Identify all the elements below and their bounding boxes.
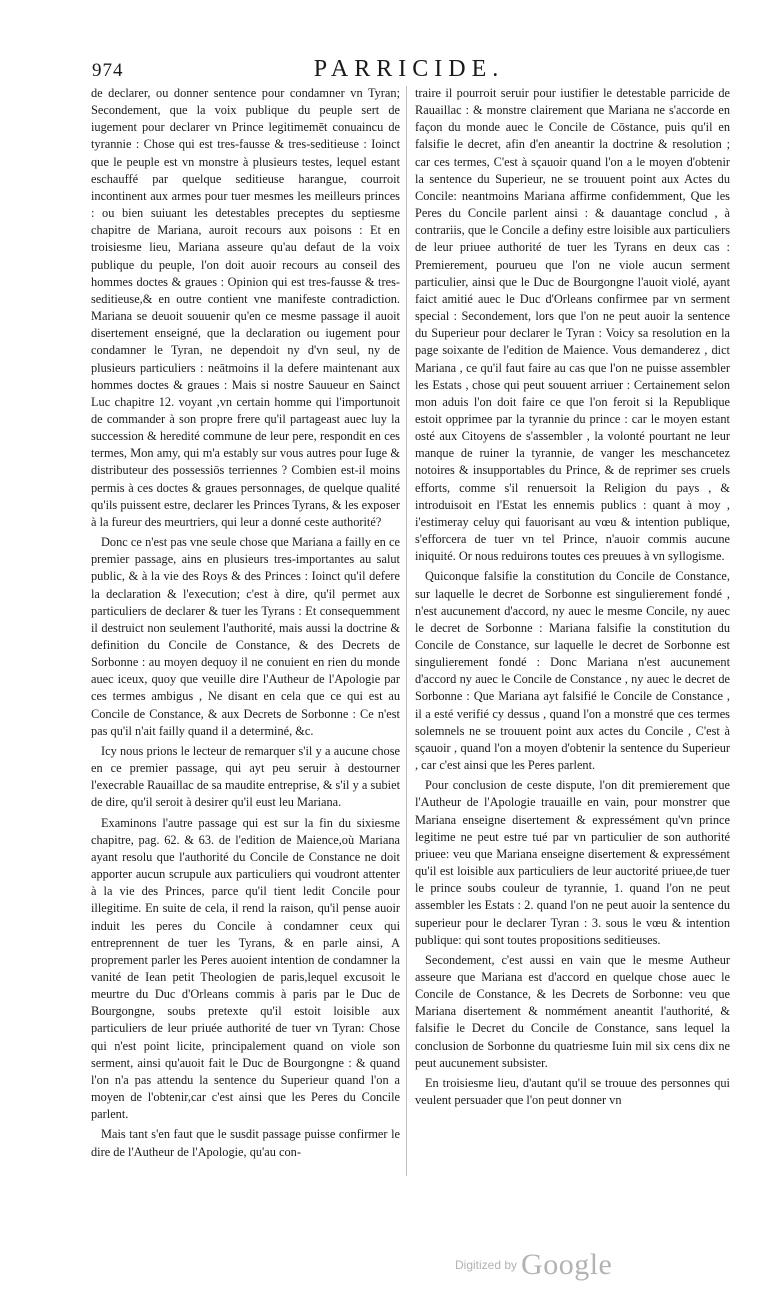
paragraph: Donc ce n'est pas vne seule chose que Mariana a failly en ce premier passage, ains en plusieurs tres-importantes au salut public, & à la vie des Roys & des Princes : Ioinct qu'il defere la declaration & l'execution; c'est à dire, qu'il permet aux particuliers de declarer & tuer les Tyrans : Et consequemment il destruict non seulement l'authorité, mais aussi la doctrine & definition du Concile de Constance, & des Decrets de Sorbonne : au moyen dequoy il ne conuient en rien du monde auec iceux, quoy que veuille dire l'Autheur de l'Apologie par ces termes ambigus , Ne disant en cela que ce qui est au Concile de Constance, & aux Decrets de Sorbonne : Ce n'est pas qu'il n'ait failly quand il a determiné, &c. — [91, 535, 400, 738]
paragraph: Quiconque falsifie la constitution du Concile de Constance, sur laquelle le decret de Sorbonne est singulierement fondé , n'est aucunement d'accord, ny auec le mesme Concile, ny auec le decret de Sorbonne : Mariana falsifie la constitution du Concile de Constance, sur laquelle le decret de Sorbonne est singulierement fondé : Donc Mariana n'est aucunement d'accord ny auec le Concile de Constance , ny auec le decret de Sorbonne : Que Mariana ayt falsifié le Concile de Constance , il a esté verifié cy dessus , quand l'on a monstré que ces termes solemnels ne se trouuent point aux actes du Concile , C'est à sçauoir , quand l'on a moyen d'obtenir la sentence du Superieur , car c'est ainsi que les Peres parlent. — [415, 569, 730, 773]
left-column — [91, 85, 400, 1250]
column-divider — [406, 86, 407, 1176]
running-title: PARRICIDE. — [313, 56, 505, 82]
watermark-prefix: Digitized by — [455, 1258, 518, 1272]
paragraph: En troisiesme lieu, d'autant qu'il se trouue des personnes qui veulent persuader que l'on peut donner vn — [415, 1075, 730, 1108]
right-column — [415, 85, 730, 1265]
paragraph: Secondement, c'est aussi en vain que le mesme Autheur asseure que Mariana est d'accord en quelque chose auec le Concile de Constance, & les Decrets de Sorbonne: veu que Mariana disertement & nommément aneantit l'authorité, & falsifie le Decret du Concile de Constance, sans lequel la conclusion de Sorbonne du quatriesme Iuin mil six cens dix ne peut aucunement subsister. — [415, 952, 730, 1070]
paragraph: Examinons l'autre passage qui est sur la fin du sixiesme chapitre, pag. 62. & 63. de l'edition de Maience,où Mariana ayant resolu que l'authorité du Concile de Constance ne doit apporter aucun scrupule aux particuliers qui voudront attenter à la vie des Princes, parce qu'il tient ledit Concile pour illegitime. En suite de cela, il rend la raison, qu'il pense auoir induit les peres du Concile à condamner ceux qui entreprennent de tuer les Tyrans, & en parle ainsi, A proprement parler les Peres auoient intention de condamner la vanité de Iean petit Theologien de paris,lequel excusoit le meurtre du Duc d'Orleans commis à paris par le Duc de Bourgongne, soubs pretexte qu'il estoit loisible aux particuliers de leur priuée authorité de tuer vn Tyran: Chose qui n'est point licite, principalement quand on viole son serment, ainsi qu'auoit fait le Duc de Bourgongne : & quand l'on n'a pas attendu la sentence du Superieur quand l'on a moyen de l'obtenir,car c'est ainsi que les Peres du Concile parlent. — [91, 815, 400, 1122]
paragraph: Mais tant s'en faut que le susdit passage puisse confirmer le dire de l'Autheur de l'Apologie, qu'au con- — [91, 1127, 400, 1159]
paragraph: Pour conclusion de ceste dispute, l'on dit premierement que l'Autheur de l'Apologie trauaille en vain, pour monstrer que Mariana enseigne disertement & expressément qu'vn prince legitime ne peut estre tué par vn particulier de son authorité priuee: veu que Mariana enseigne disertement & expressément qu'il est loisible aux particuliers de leur auctorité priuee,de tuer le prince soubs couleur de tyrannie, 1. quand l'on ne peut assembler les Estats : 2. quand l'on ne peut auoir la sentence du superieur pour le declarer Tyran : 3. sous le vœu & intention publique: qui sont toutes propositions seditieuses. — [415, 778, 730, 947]
paragraph: traire il pourroit seruir pour iustifier le detestable parricide de Rauaillac : & monstre clairement que Mariana ne s'accorde en façon du monde auec le Concile de Cōstance, puis qu'il en falsifie le decret, afin d'en aneantir la doctrine & resolution ; car ces termes, C'est à sçauoir quand l'on a le moyen d'obtenir la sentence du Superieur, ne se trouuent point aux Actes du Concile: neantmoins Mariana affirme confidemment, Que les Peres du Concile parlent ainsi : & dauantage conclud , à contrariis, que le Concile a definy estre loisible aux particuliers de leur priuee authorité de tuer les Tyrans en deux cas : Premierement, pourueu que l'on ne viole aucun serment particulier, ainsi que le Duc de Bourgongne l'auoit violé, ayant faict amitié auec le Duc d'Orleans confirmee par vn serment special : Secondement, lors que l'on ne peut auoir la sentence du Superieur pour declarer le Tyran : Voicy sa resolution en la page soixante de l'edition de Maience. Vous demanderez , dict Mariana , ce qu'il faut faire au cas que l'on ne puisse assembler les Estats , chose qui peut souuent arriuer : Certainement selon mon aduis l'on doit faire ce que l'on feroit si la Republique estoit opprimee par la tyrannie du prince : car le moyen estant osté aux Citoyens de s'assembler , la volonté pourtant ne leur manque de ruiner la tyrannie, de vanger les meschancetez notoires & insupportables du Prince, & de reprimer ses cruels efforts, comme s'il renuersoit la Religion du pays , & introduisoit en l'Estat les ennemis publics : quant à moy , i'estimeray celuy qui fauorisant au vœu & intention publique, s'efforcera de tuer vn tel Prince, n'auoir commis aucune iniquité. Or nous reduirons toutes ces preuues à vn syllogisme. — [415, 86, 730, 564]
page-number: 974 — [92, 60, 124, 81]
google-logo: Google — [521, 1248, 613, 1281]
paragraph: Icy nous prions le lecteur de remarquer s'il y a aucune chose en ce premier passage, qui ayt peu seruir à destourner l'execrable Rauaillac de sa maudite entreprise, & s'il y a subiet de dire, qu'il seroit à desirer qu'il eust leu Mariana. — [91, 743, 400, 810]
paragraph: de declarer, ou donner sentence pour condamner vn Tyran; Secondement, que la voix publique du peuple sert de iugement pour declarer vn Prince legitimemēt conuaincu de tyrannie : Chose qui est tres-fausse & tres-seditieuse : Ioinct que le peuple est vn monstre à plusieurs testes, lequel estant eschauffé par quelque seditieuse harangue, courroit incontinent aux armes pour tuer mesmes les meilleurs princes : ou bien suiuant les detestables preceptes du septiesme chapitre de Mariana, auroit recours aux poisons : Et en troisiesme lieu, Mariana asseure qu'au defaut de la voix publique du peuple, l'on doit auoir recours au conseil des hommes doctes & graues : Opinion qui est tres-fausse & tres-seditieuse,& en outre contient vne manifeste contradiction. Mariana se deuoit souuenir qu'en ce mesme passage il auoit disertement enseigné, que la declaration ou iugement pour condamner le Tyran, ne dependoit ny d'vn seul, ny de plusieurs particuliers : neātmoins il la defere maintenant aux hommes doctes & graues : Mais si nostre Sauueur en Sainct Luc chapitre 12. voyant ,vn certain homme qui l'importunoit de commander à son propre frere qu'il partageast auec luy la succession & heredité commune de leur pere, respondit en ces termes, Mon amy, qui m'a estably sur vous autres pour Iuge & distributeur des possessiōs terriennes ? Combien est-il moins permis à ces doctes & graues personnages, de quelque qualité qu'ils puissent estre, declarer les Princes Tyrans, & les exposer à la fureur des meurtriers, qui leur a donné ceste authorité? — [91, 86, 400, 529]
digitized-watermark — [455, 1248, 612, 1282]
